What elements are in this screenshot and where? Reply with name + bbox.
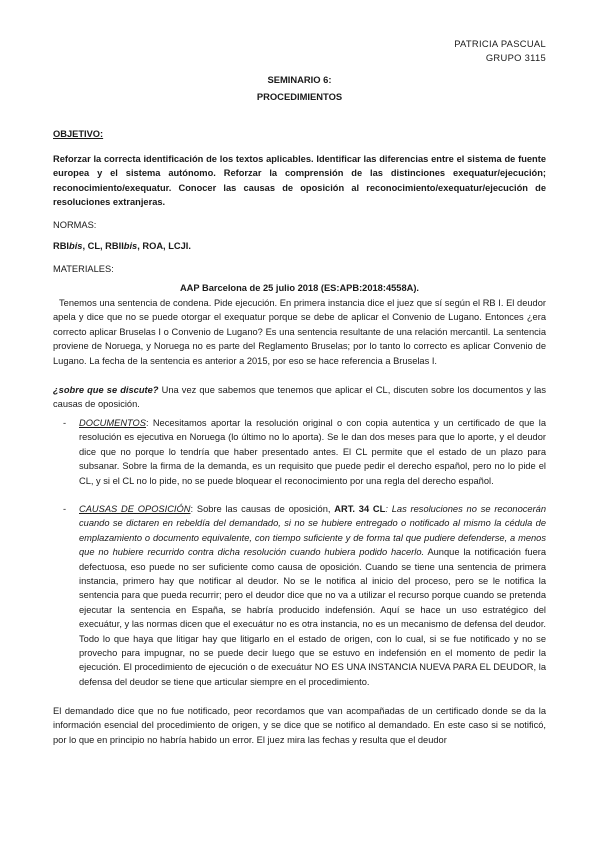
author-group: GRUPO 3115 <box>485 52 546 63</box>
objetivo-heading <box>53 127 546 141</box>
author-name: PATRICIA PASCUAL <box>454 38 546 49</box>
case-intro: Tenemos una sentencia de condena. Pide ejecución. En primera instancia dice el juez que sí según el RB I. El deudor apela y dice que no se puede otorgar el exequatur porque se debe de aplicar el Convenio de Lugano. Entonces ¿era correcto aplicar Bruselas I o Convenio de Lugano? Es una sentencia resultante de una relación mercantil. La sentencia proviene de Noruega, y Noruega no es parte del Reglamento Bruselas; por lo tanto lo correcto es aplicar Convenio de Lugano. La fecha de la sentencia es anterior a 2015, por eso se hace referencia a Bruselas I. <box>53 298 546 366</box>
title-line-2: PROCEDIMIENTOS <box>256 91 343 102</box>
list-item <box>53 416 546 488</box>
list-dash: - <box>63 504 67 514</box>
title-line-1: SEMINARIO 6: <box>267 74 332 85</box>
normas-part: , ROA, LCJI. <box>137 241 191 251</box>
normas-heading <box>53 218 546 232</box>
materiales-label: MATERIALES: <box>53 264 114 274</box>
item-label: DOCUMENTOS <box>79 418 146 428</box>
normas-part: , CL, RBII <box>82 241 124 251</box>
item-body: : Necesitamos aportar la resolución original o con copia autentica y un certificado de que la resolución es ejecutiva en Noruega (lo último no lo aporta). Se le dan dos meses para que lo aporte, y el deudor dice que no porque lo tendría que haber presentado antes. El CL permite que el estado de un plazo para subsanar. Sobre la firma de la demanda, es un requisito que puede pedir el derecho español, pero no lo pide el CL, y si el CL no lo pide, no se puede bloquear el reconocimiento por una regla del derecho español. <box>79 418 546 486</box>
materiales-heading <box>53 262 546 276</box>
item-pre: : Sobre las causas de oposición, <box>190 504 335 514</box>
item-label: CAUSAS DE OPOSICIÓN <box>79 504 191 514</box>
normas-label: NORMAS: <box>53 220 97 230</box>
objetivo-label: OBJETIVO: <box>53 129 104 139</box>
objetivo-text: Reforzar la correcta identificación de los textos aplicables. Identificar las diferencias entre el sistema de fuente europea y el sistema autónomo. Reforzar la comprensión de las distinciones exequatur/ejecución; reconocimiento/exequatur. Conocer las causas de oposición al reconocimiento/exequatur/ejecución de resoluciones extranjeras. <box>53 154 546 208</box>
list-item-text <box>79 502 546 689</box>
normas-part-italic: bis <box>123 241 138 251</box>
normas-part: RBI <box>53 241 70 251</box>
case-question <box>53 383 546 412</box>
question-label: ¿sobre que se discute? <box>53 385 159 395</box>
normas-list <box>53 239 546 253</box>
author-block <box>454 37 546 65</box>
list-item-text <box>79 416 546 488</box>
list-item <box>53 502 546 689</box>
article-quote: : Las resoluciones no se reconocerán cuando se dictaren en rebeldía del demandado, si no se hubiere entregado o notificado al mismo la cédula de emplazamiento o documento equivalente, con tiempo suficiente y de forma tal que pudiere defenderse, a menos que no hubiere recurrido contra dicha resolución cuando hubiera podido hacerlo. <box>79 504 547 558</box>
article-ref: ART. 34 CL <box>334 504 386 514</box>
case-title: AAP Barcelona de 25 julio 2018 (ES:APB:2018:4558A). <box>179 283 420 293</box>
normas-part-italic: bis <box>69 241 83 251</box>
document-title <box>0 71 599 105</box>
list-dash: - <box>63 418 67 428</box>
question-text: Una vez que sabemos que tenemos que aplicar el CL, discuten sobre los documentos y las causas de oposición. <box>53 385 546 410</box>
closing-paragraph: El demandado dice que no fue notificado, peor recordamos que van acompañadas de un certificado donde se da la información esencial del procedimiento de origen, y se dice que se notifico al demandado. En este caso si se notificó, por lo que en principio no habría habido un error. El juez mira las fechas y resulta que el deudor <box>53 706 546 745</box>
item-body: Aunque la notificación fuera defectuosa, eso puede no ser suficiente como causa de oposición. Cuando se tiene una sentencia de primera instancia, primero hay que notificar al deudor. No se le notifica al inicio del proceso, pero se le notifica la sentencia para que pueda recurrir; pero el deudor dice que no va a utilizar el recurso porque cuando se pretenda ejecutar la sentencia en España, se habría producido indefensión. Aquí se hace un uso estratégico del execuátur, y las normas dicen que el execuátur no es otra instancia, no es un mecanismo de defensa del deudor. Todo lo que haya que litigar hay que litigarlo en el estado de origen, con lo cual, si se fue notificado y no se provecho para impugnar, no se puede decir luego que se estuvo en indefensión en el momento de pedir la ejecución. El procedimiento de ejecución o de execuátur NO ES UNA INSTANCIA NUEVA PARA EL DEUDOR, la defensa del deudor se tiene que articular siempre en el procedimiento. <box>79 547 547 687</box>
